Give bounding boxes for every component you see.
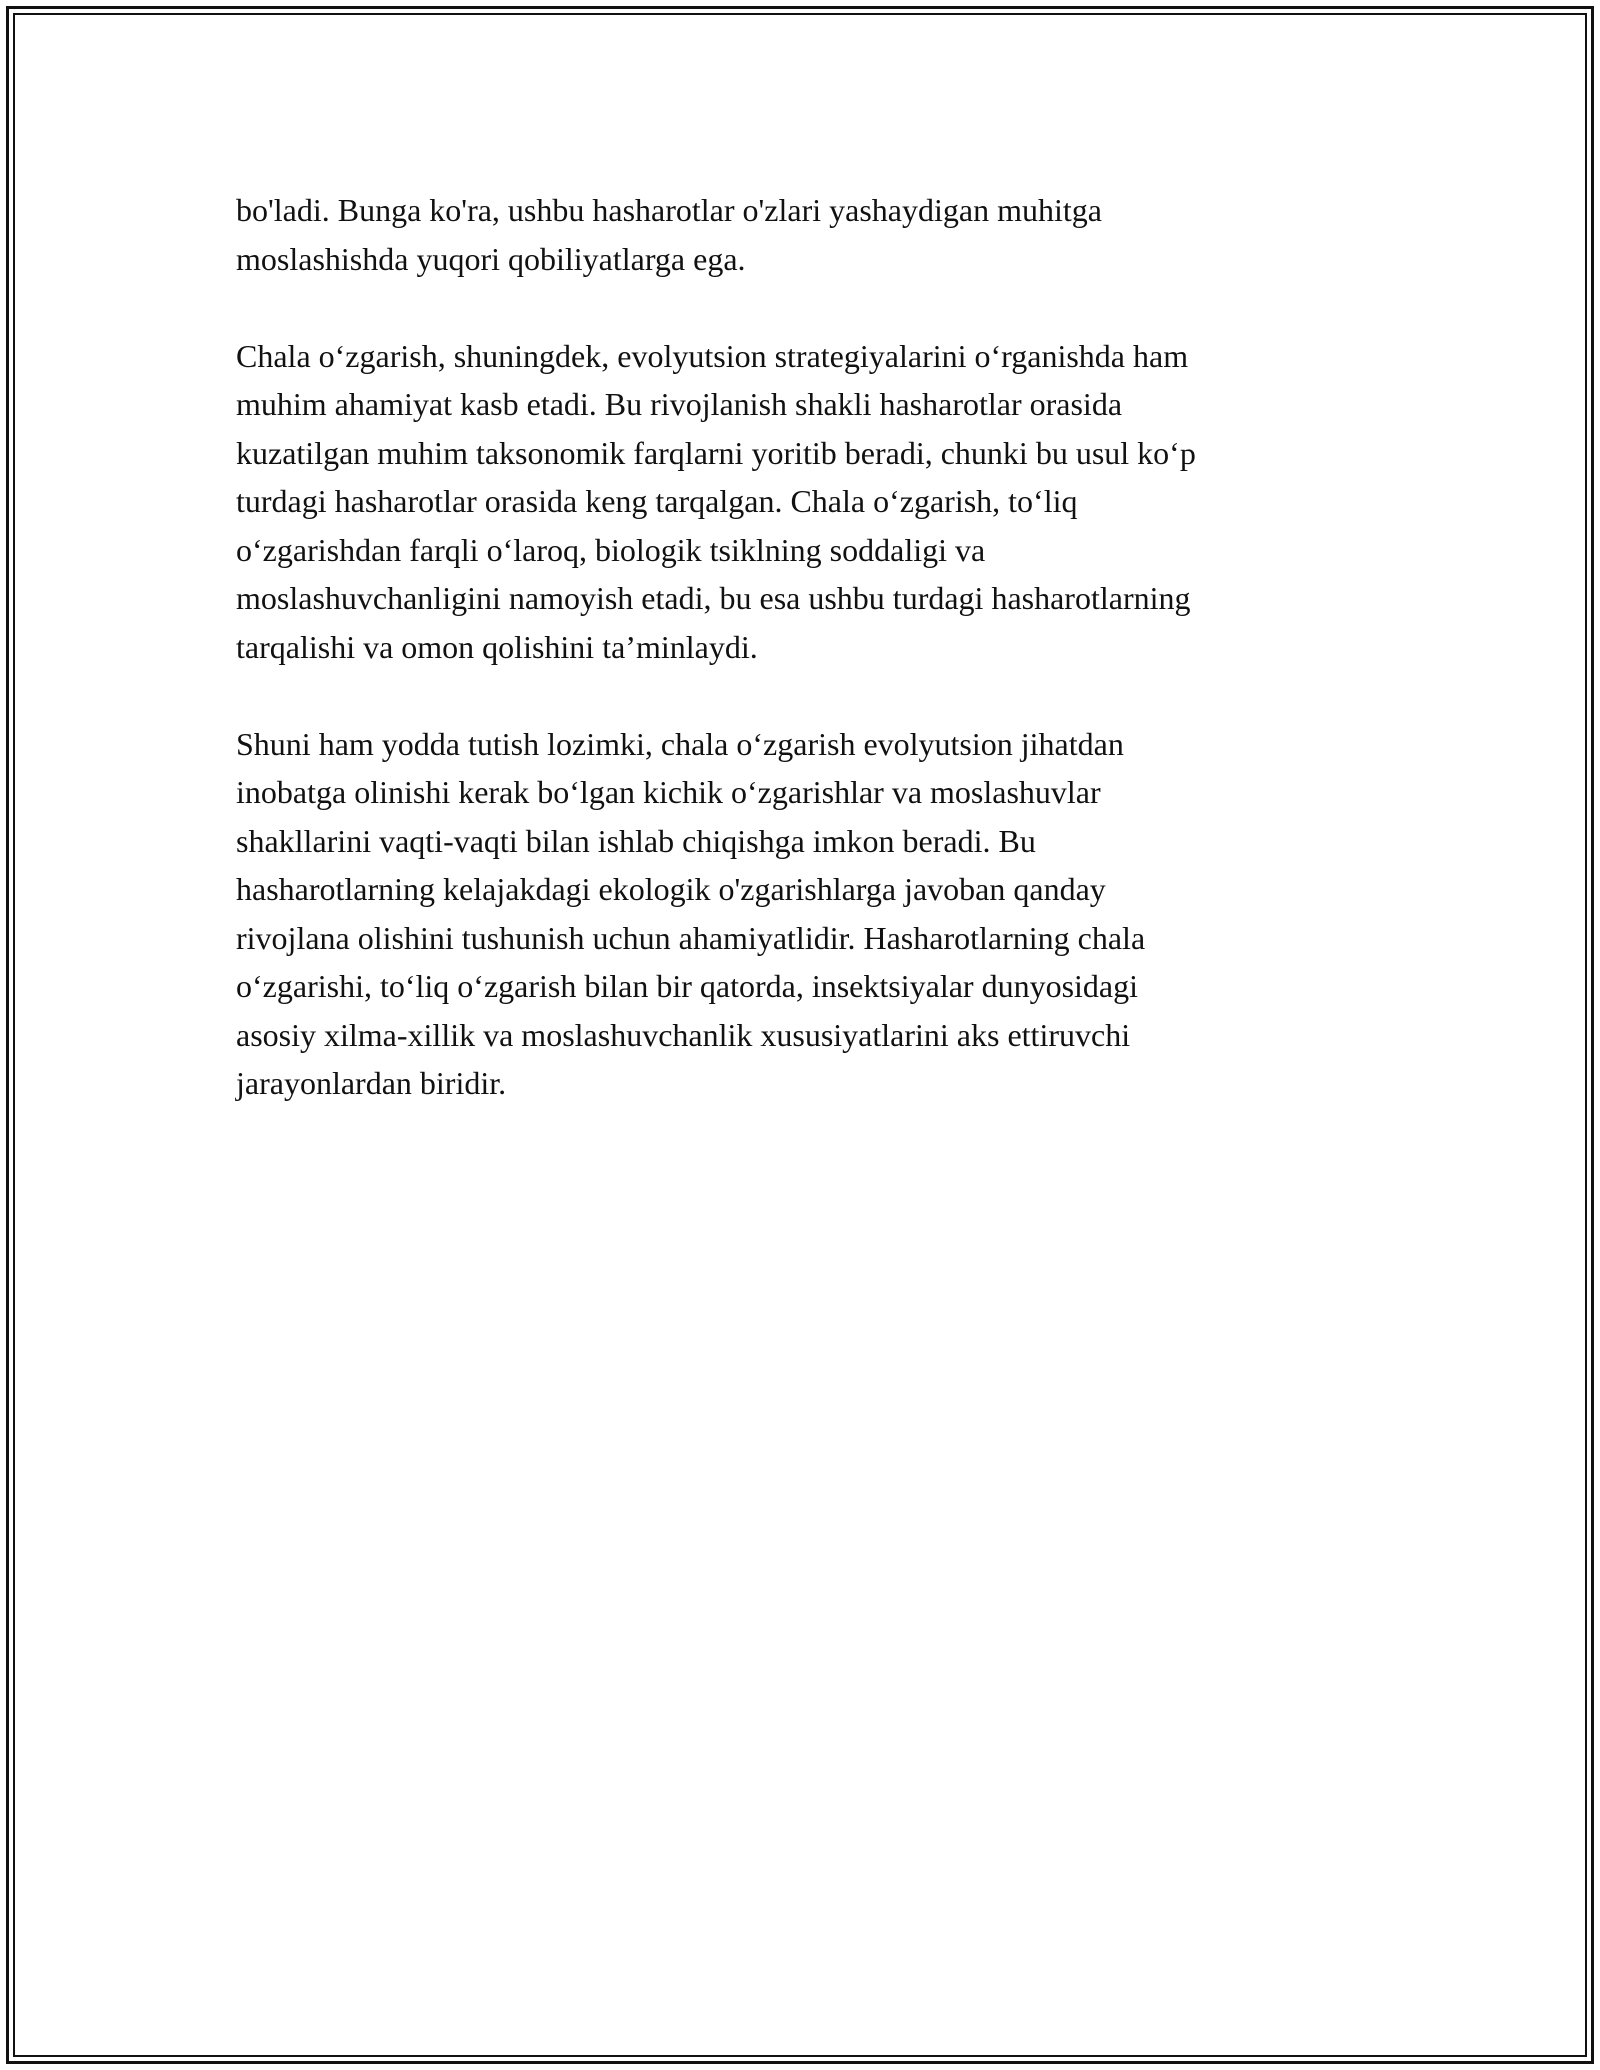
paragraph-3: Shuni ham yodda tutish lozimki, chala o‘zgarish evolyutsion jihatdan inobatga olinishi kerak bo‘lgan kichik o‘zgarishlar va moslashuvlar shakllarini vaqti-vaqti bilan ishlab chiqishga imkon beradi. Bu hasharotlarning kelajakdagi ekologik o'zgarishlarga javoban qanday rivojlana olishini tushunish uchun ahamiyatlidir. Hasharotlarning chala o‘zgarishi, to‘liq o‘zgarish bilan bir qatorda, insektsiyalar dunyosidagi asosiy xilma-xillik va moslashuvchanlik xususiyatlarini aks ettiruvchi jarayonlardan biridir. [236,725,1146,1101]
document-body [236,186,1356,1156]
paragraph-2: Chala o‘zgarish, shuningdek, evolyutsion strategiyalarini o‘rganishda ham muhim ahamiyat kasb etadi. Bu rivojlanish shakli hasharotlar orasida kuzatilgan muhim taksonomik farqlarni yoritib beradi, chunki bu usul ko‘p turdagi hasharotlar orasida keng tarqalgan. Chala o‘zgarish, to‘liq o‘zgarishdan farqli o‘laroq, biologik tsiklning soddaligi va moslashuvchanligini namoyish etadi, bu esa ushbu turdagi hasharotlarning tarqalishi va omon qolishini ta’minlaydi. [236,337,1196,665]
paragraph-1: bo'ladi. Bunga ko'ra, ushbu hasharotlar o'zlari yashaydigan muhitga moslashishda yuqori qobiliyatlarga ega. [236,192,1102,277]
